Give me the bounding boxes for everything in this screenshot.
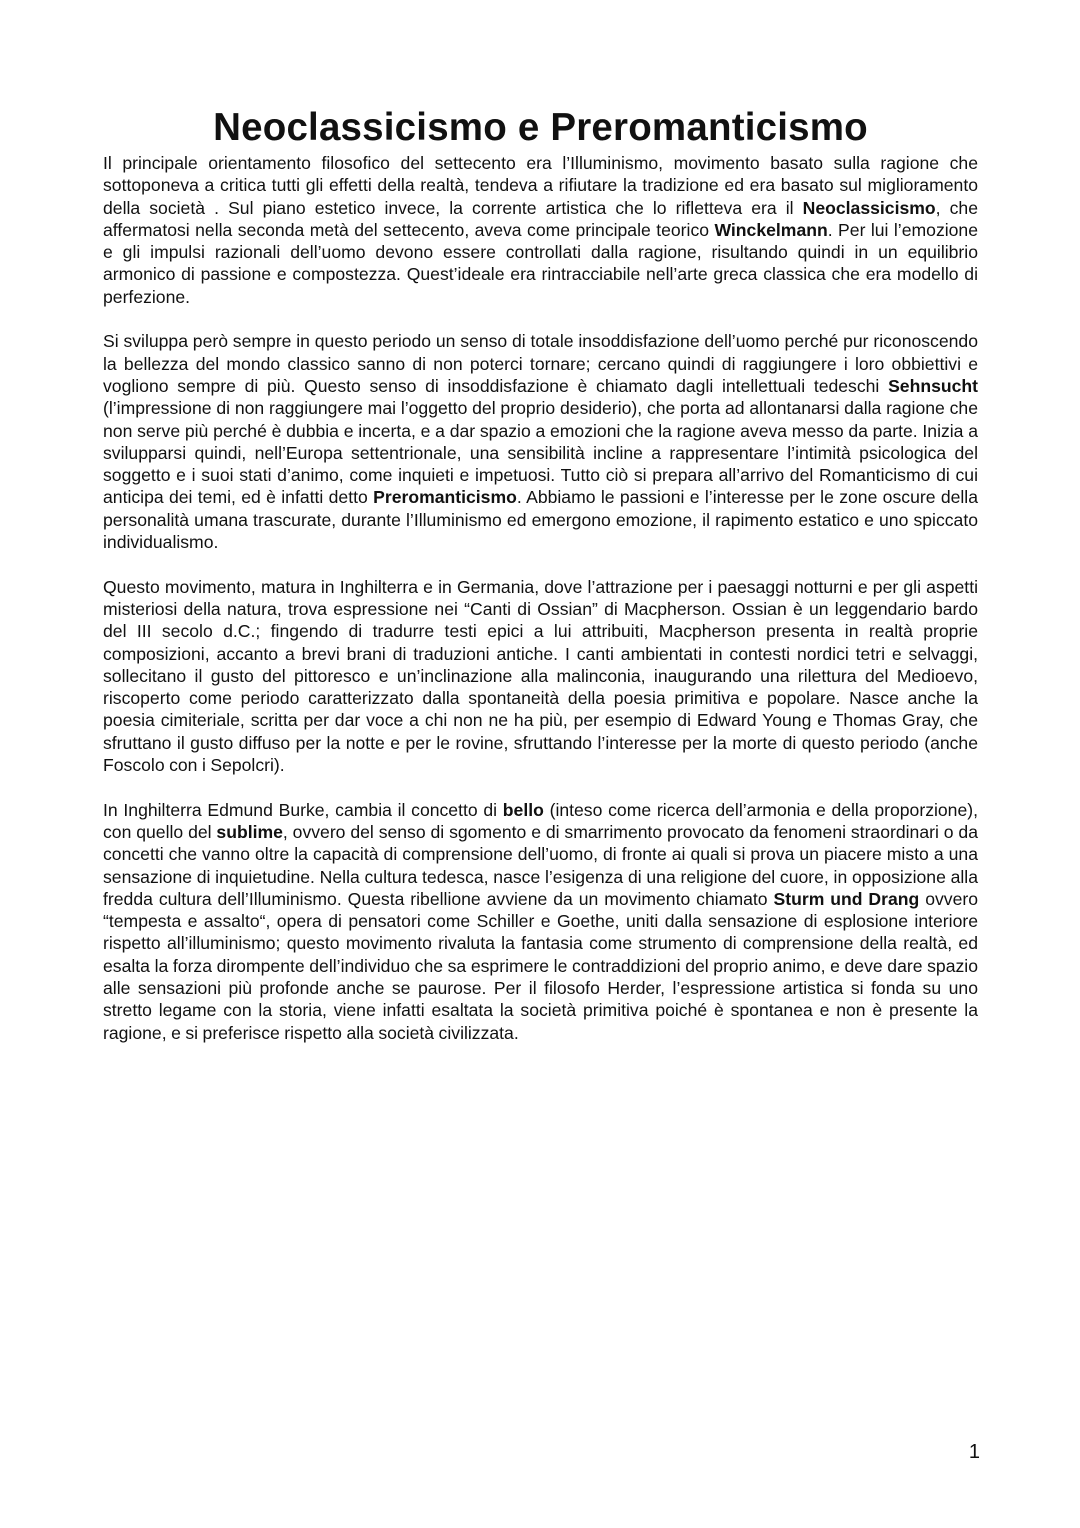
text-run: , che affermatosi nella seconda metà del settecento, aveva come principale teorico xyxy=(103,197,978,240)
bold-term-neoclassicismo: Neoclassicismo xyxy=(802,197,936,218)
text-run: (inteso come ricerca dell’armonia e della proporzione), con quello del xyxy=(103,799,979,842)
bold-term-sehnsucht: Sehnsucht xyxy=(888,375,978,396)
text-run: , ovvero del senso di sgomento e di smarrimento provocato da fenomeni straordinari o da concetti che vanno oltre la capacità di comprensione dell’uomo, di fronte ai quali si prova un piacere misto a una sensazione di inquietudine. Nella cultura tedesca, nasce l’esigenza di una religione del cuore, in opposizione alla fredda cultura dell’Illuminismo. Questa ribellione avviene da un movimento chiamato xyxy=(103,821,978,909)
text-run: ovvero “tempesta e assalto“, opera di pensatori come Schiller e Goethe, uniti dalla sensazione di esplosione interiore rispetto all’illuminismo; questo movimento rivaluta la fantasia come strumento di comprensione della realtà, ed esalta la forza dirompente dell’individuo che sa esprimere le contraddizioni del proprio animo, e deve dare spazio alle sensazioni più profonde anche se paurose. Per il filosofo Herder, l’espressione artistica si fonda su uno stretto legame con la storia, viene infatti esaltata la società primitiva poiché è spontanea e non è presente la ragione, e si preferisce rispetto alla società civilizzata. xyxy=(103,888,978,1043)
paragraph-preromanticismo xyxy=(103,330,978,553)
bold-term-sturm-und-drang: Sturm und Drang xyxy=(773,888,920,909)
paragraph-neoclassicismo xyxy=(103,152,978,308)
bold-term-winckelmann: Winckelmann xyxy=(714,219,828,240)
paragraph-sturm-und-drang xyxy=(103,799,978,1044)
bold-term-preromanticismo: Preromanticismo xyxy=(373,487,517,508)
text-run: Il principale orientamento filosofico del settecento era l’Illuminismo, movimento basato sulla ragione che sottoponeva a critica tutti gli effetti della realtà, tendeva a rifiutare la tradizione ed era basato sul miglioramento della società . Sul piano estetico invece, la corrente artistica che lo rifletteva era il xyxy=(103,153,978,218)
text-run: (l’impressione di non raggiungere mai l’oggetto del proprio desiderio), che porta ad allontanarsi dalla ragione che non serve più perché è dubbia e incerta, e a dar spazio a emozioni che la ragione aveva messo da parte. Inizia a svilupparsi quindi, nell’Europa settentrionale, una sensibilità incline a rappresentare l’intimità psicologica del soggetto e i suoi stati d’animo, come inquieti e impetuosi. Tutto ciò si prepara all’arrivo del Romanticismo di cui anticipa dei temi, ed è infatti detto xyxy=(103,398,978,508)
document-title: Neoclassicismo e Preromanticismo xyxy=(213,106,868,149)
text-run: Si sviluppa però sempre in questo periodo un senso di totale insoddisfazione dell’uomo perché pur riconoscendo la bellezza del mondo classico sanno di non poterci tornare; cercano quindi di raggiungere i loro obbiettivi e vogliono sempre di più. Questo senso di insoddisfazione è chiamato dagli intellettuali tedeschi xyxy=(103,331,978,396)
bold-term-bello: bello xyxy=(502,799,544,820)
text-run: In Inghilterra Edmund Burke, cambia il concetto di xyxy=(103,799,503,820)
text-run: Questo movimento, matura in Inghilterra e in Germania, dove l’attrazione per i paesaggi notturni e per gli aspetti misteriosi della natura, trova espressione nei “Canti di Ossian” di Macpherson. Ossian è un leggendario bardo del III secolo d.C.; fingendo di tradurre testi epici a lui attribuiti, Macpherson presenta in realtà proprie composizioni, accanto a brevi brani di traduzioni antiche. I canti ambientati in contesti nordici tetri e selvaggi, sollecitano il gusto del pittoresco e un’inclinazione alla malinconia, inaugurando una rilettura del Medioevo, riscoperto come periodo caratterizzato dalla spontaneità della poesia primitiva e popolare. Nasce anche la poesia cimiteriale, scritta per dar voce a chi non ne ha più, per esempio di Edward Young e Thomas Gray, che sfruttano il gusto diffuso per la notte e per le rovine, sfruttando l’interesse per la morte di questo periodo (anche Foscolo con i Sepolcri). xyxy=(103,576,978,776)
bold-term-sublime: sublime xyxy=(216,821,283,842)
text-run: . Per lui l’emozione e gli impulsi razionali dell’uomo devono essere controllati dalla ragione, risultando quindi in un equilibrio armonico di passione e compostezza. Quest’ideale era rintracciabile nell’arte greca classica che era modello di perfezione. xyxy=(103,219,979,307)
page-number: 1 xyxy=(968,1441,980,1463)
document-page xyxy=(103,108,978,1044)
paragraph-ossian xyxy=(103,576,978,777)
text-run: . Abbiamo le passioni e l’interesse per le zone oscure della personalità umana trascurate, durante l’Illuminismo ed emergono emozione, il rapimento estatico e uno spiccato individualismo. xyxy=(103,487,978,553)
